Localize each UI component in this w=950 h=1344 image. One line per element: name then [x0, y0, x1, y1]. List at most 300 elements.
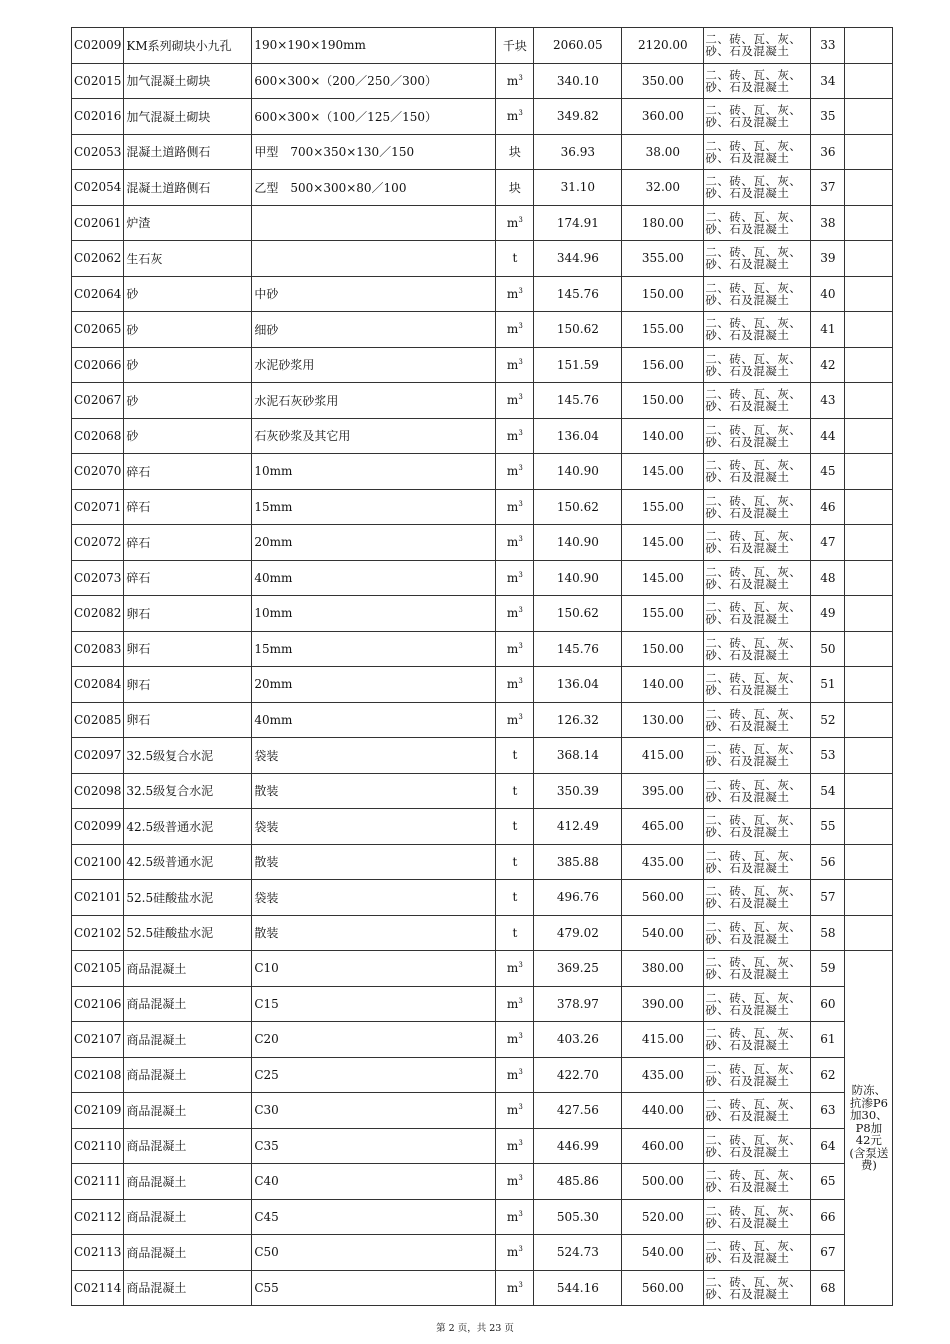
material-code: C02073: [72, 560, 124, 596]
material-name: 42.5级普通水泥: [124, 844, 252, 880]
material-spec: C40: [252, 1164, 496, 1200]
material-spec: C30: [252, 1093, 496, 1129]
material-code: C02072: [72, 525, 124, 561]
material-name: 商品混凝土: [124, 1093, 252, 1129]
material-code: C02085: [72, 702, 124, 738]
material-name: 混凝土道路侧石: [124, 170, 252, 206]
price-excl-tax: 340.10: [534, 63, 622, 99]
table-row: [72, 631, 893, 667]
material-unit: $m^3$: [496, 347, 534, 383]
remark-cell: [845, 347, 893, 383]
material-unit: 块: [496, 134, 534, 170]
row-number: 49: [811, 596, 845, 632]
material-category: 二、砖、瓦、灰、砂、石及混凝土: [704, 844, 811, 880]
row-number: 50: [811, 631, 845, 667]
material-unit: $m^3$: [496, 1164, 534, 1200]
material-name: 碎石: [124, 560, 252, 596]
material-category: 二、砖、瓦、灰、砂、石及混凝土: [704, 1235, 811, 1271]
row-number: 56: [811, 844, 845, 880]
table-row: [72, 809, 893, 845]
material-spec: C20: [252, 1022, 496, 1058]
row-number: 47: [811, 525, 845, 561]
material-spec: 散装: [252, 915, 496, 951]
table-row: [72, 951, 893, 987]
price-excl-tax: 412.49: [534, 809, 622, 845]
material-category: 二、砖、瓦、灰、砂、石及混凝土: [704, 1199, 811, 1235]
row-number: 51: [811, 667, 845, 703]
table-row: [72, 205, 893, 241]
material-category: 二、砖、瓦、灰、砂、石及混凝土: [704, 525, 811, 561]
material-spec: C10: [252, 951, 496, 987]
price-excl-tax: 174.91: [534, 205, 622, 241]
price-excl-tax: 145.76: [534, 276, 622, 312]
material-category: 二、砖、瓦、灰、砂、石及混凝土: [704, 1057, 811, 1093]
material-name: 商品混凝土: [124, 1164, 252, 1200]
material-category: 二、砖、瓦、灰、砂、石及混凝土: [704, 667, 811, 703]
material-spec: 10mm: [252, 596, 496, 632]
price-excl-tax: 151.59: [534, 347, 622, 383]
material-name: 52.5硅酸盐水泥: [124, 880, 252, 916]
material-unit: t: [496, 844, 534, 880]
row-number: 64: [811, 1128, 845, 1164]
row-number: 60: [811, 986, 845, 1022]
price-excl-tax: 145.76: [534, 383, 622, 419]
material-unit: $m^3$: [496, 1128, 534, 1164]
price-excl-tax: 378.97: [534, 986, 622, 1022]
table-row: [72, 560, 893, 596]
price-excl-tax: 349.82: [534, 99, 622, 135]
row-number: 33: [811, 28, 845, 64]
table-row: [72, 1022, 893, 1058]
price-excl-tax: 485.86: [534, 1164, 622, 1200]
material-spec: 水泥砂浆用: [252, 347, 496, 383]
table-row: [72, 1164, 893, 1200]
material-unit: $m^3$: [496, 631, 534, 667]
material-category: 二、砖、瓦、灰、砂、石及混凝土: [704, 489, 811, 525]
material-name: KM系列砌块小九孔: [124, 28, 252, 64]
table-row: [72, 915, 893, 951]
material-category: 二、砖、瓦、灰、砂、石及混凝土: [704, 951, 811, 987]
material-code: C02100: [72, 844, 124, 880]
table-row: [72, 844, 893, 880]
table-row: [72, 28, 893, 64]
material-name: 52.5硅酸盐水泥: [124, 915, 252, 951]
price-incl-tax: 38.00: [622, 134, 704, 170]
price-excl-tax: 140.90: [534, 454, 622, 490]
material-unit: $m^3$: [496, 99, 534, 135]
price-excl-tax: 126.32: [534, 702, 622, 738]
price-excl-tax: 140.90: [534, 525, 622, 561]
material-category: 二、砖、瓦、灰、砂、石及混凝土: [704, 276, 811, 312]
material-name: 商品混凝土: [124, 1199, 252, 1235]
table-row: [72, 134, 893, 170]
price-excl-tax: 350.39: [534, 773, 622, 809]
material-name: 卵石: [124, 667, 252, 703]
material-unit: $m^3$: [496, 205, 534, 241]
material-spec: [252, 205, 496, 241]
material-name: 砂: [124, 276, 252, 312]
material-spec: C50: [252, 1235, 496, 1271]
material-name: 商品混凝土: [124, 1270, 252, 1306]
material-spec: 40mm: [252, 560, 496, 596]
price-incl-tax: 540.00: [622, 1235, 704, 1271]
material-name: 加气混凝土砌块: [124, 63, 252, 99]
price-excl-tax: 150.62: [534, 312, 622, 348]
table-row: [72, 241, 893, 277]
table-row: [72, 986, 893, 1022]
material-code: C02009: [72, 28, 124, 64]
row-number: 38: [811, 205, 845, 241]
row-number: 37: [811, 170, 845, 206]
price-excl-tax: 145.76: [534, 631, 622, 667]
price-excl-tax: 446.99: [534, 1128, 622, 1164]
material-name: 42.5级普通水泥: [124, 809, 252, 845]
material-unit: $m^3$: [496, 383, 534, 419]
material-code: C02110: [72, 1128, 124, 1164]
material-category: 二、砖、瓦、灰、砂、石及混凝土: [704, 986, 811, 1022]
material-code: C02113: [72, 1235, 124, 1271]
price-incl-tax: 180.00: [622, 205, 704, 241]
material-category: 二、砖、瓦、灰、砂、石及混凝土: [704, 702, 811, 738]
remark-cell: [845, 99, 893, 135]
material-category: 二、砖、瓦、灰、砂、石及混凝土: [704, 63, 811, 99]
remark-cell: [845, 773, 893, 809]
material-code: C02098: [72, 773, 124, 809]
material-unit: $m^3$: [496, 986, 534, 1022]
row-number: 54: [811, 773, 845, 809]
row-number: 41: [811, 312, 845, 348]
price-incl-tax: 150.00: [622, 631, 704, 667]
material-spec: C15: [252, 986, 496, 1022]
price-incl-tax: 540.00: [622, 915, 704, 951]
table-row: [72, 773, 893, 809]
material-category: 二、砖、瓦、灰、砂、石及混凝土: [704, 631, 811, 667]
remark-cell: [845, 880, 893, 916]
material-name: 生石灰: [124, 241, 252, 277]
price-excl-tax: 2060.05: [534, 28, 622, 64]
row-number: 62: [811, 1057, 845, 1093]
material-unit: $m^3$: [496, 418, 534, 454]
price-incl-tax: 156.00: [622, 347, 704, 383]
price-incl-tax: 140.00: [622, 418, 704, 454]
row-number: 52: [811, 702, 845, 738]
table-row: [72, 1235, 893, 1271]
remark-cell: [845, 525, 893, 561]
material-code: C02102: [72, 915, 124, 951]
price-incl-tax: 155.00: [622, 312, 704, 348]
material-spec: C25: [252, 1057, 496, 1093]
material-category: 二、砖、瓦、灰、砂、石及混凝土: [704, 1128, 811, 1164]
table-row: [72, 170, 893, 206]
material-unit: t: [496, 809, 534, 845]
table-row: [72, 347, 893, 383]
material-unit: $m^3$: [496, 489, 534, 525]
price-incl-tax: 355.00: [622, 241, 704, 277]
row-number: 35: [811, 99, 845, 135]
material-unit: $m^3$: [496, 1199, 534, 1235]
price-excl-tax: 136.04: [534, 667, 622, 703]
material-category: 二、砖、瓦、灰、砂、石及混凝土: [704, 1270, 811, 1306]
remark-cell: [845, 915, 893, 951]
remark-cell: [845, 170, 893, 206]
material-category: 二、砖、瓦、灰、砂、石及混凝土: [704, 418, 811, 454]
price-excl-tax: 505.30: [534, 1199, 622, 1235]
material-name: 商品混凝土: [124, 986, 252, 1022]
row-number: 67: [811, 1235, 845, 1271]
price-excl-tax: 524.73: [534, 1235, 622, 1271]
material-unit: $m^3$: [496, 1057, 534, 1093]
row-number: 44: [811, 418, 845, 454]
price-excl-tax: 150.62: [534, 596, 622, 632]
remark-cell: [845, 631, 893, 667]
material-name: 混凝土道路侧石: [124, 134, 252, 170]
material-unit: 千块: [496, 28, 534, 64]
row-number: 58: [811, 915, 845, 951]
material-category: 二、砖、瓦、灰、砂、石及混凝土: [704, 773, 811, 809]
material-unit: $m^3$: [496, 702, 534, 738]
price-incl-tax: 145.00: [622, 525, 704, 561]
remark-cell: [845, 63, 893, 99]
material-code: C02016: [72, 99, 124, 135]
material-spec: 15mm: [252, 631, 496, 667]
material-spec: 散装: [252, 844, 496, 880]
price-incl-tax: 560.00: [622, 1270, 704, 1306]
remark-cell: [845, 560, 893, 596]
material-name: 商品混凝土: [124, 951, 252, 987]
material-spec: 水泥石灰砂浆用: [252, 383, 496, 419]
row-number: 66: [811, 1199, 845, 1235]
material-category: 二、砖、瓦、灰、砂、石及混凝土: [704, 99, 811, 135]
remark-cell: [845, 596, 893, 632]
remark-cell: [845, 28, 893, 64]
price-excl-tax: 31.10: [534, 170, 622, 206]
material-spec: 中砂: [252, 276, 496, 312]
material-name: 砂: [124, 418, 252, 454]
material-category: 二、砖、瓦、灰、砂、石及混凝土: [704, 205, 811, 241]
table-row: [72, 880, 893, 916]
material-spec: 乙型 500×300×80／100: [252, 170, 496, 206]
material-code: C02066: [72, 347, 124, 383]
price-excl-tax: 344.96: [534, 241, 622, 277]
row-number: 45: [811, 454, 845, 490]
material-category: 二、砖、瓦、灰、砂、石及混凝土: [704, 1164, 811, 1200]
remark-cell: [845, 667, 893, 703]
material-spec: 15mm: [252, 489, 496, 525]
material-name: 砂: [124, 347, 252, 383]
price-incl-tax: 415.00: [622, 1022, 704, 1058]
material-unit: $m^3$: [496, 63, 534, 99]
material-category: 二、砖、瓦、灰、砂、石及混凝土: [704, 28, 811, 64]
table-row: [72, 702, 893, 738]
material-name: 炉渣: [124, 205, 252, 241]
material-unit: $m^3$: [496, 525, 534, 561]
price-incl-tax: 32.00: [622, 170, 704, 206]
row-number: 63: [811, 1093, 845, 1129]
material-unit: $m^3$: [496, 1270, 534, 1306]
material-unit: $m^3$: [496, 1235, 534, 1271]
material-category: 二、砖、瓦、灰、砂、石及混凝土: [704, 880, 811, 916]
material-code: C02101: [72, 880, 124, 916]
material-code: C02105: [72, 951, 124, 987]
remark-cell: [845, 844, 893, 880]
material-name: 加气混凝土砌块: [124, 99, 252, 135]
material-name: 商品混凝土: [124, 1235, 252, 1271]
material-code: C02111: [72, 1164, 124, 1200]
row-number: 42: [811, 347, 845, 383]
row-number: 61: [811, 1022, 845, 1058]
price-table: [71, 27, 893, 1306]
material-spec: 20mm: [252, 525, 496, 561]
material-code: C02067: [72, 383, 124, 419]
material-spec: C55: [252, 1270, 496, 1306]
material-category: 二、砖、瓦、灰、砂、石及混凝土: [704, 915, 811, 951]
material-spec: 600×300×（200／250／300）: [252, 63, 496, 99]
material-code: C02071: [72, 489, 124, 525]
table-row: [72, 418, 893, 454]
material-code: C02107: [72, 1022, 124, 1058]
price-incl-tax: 435.00: [622, 844, 704, 880]
price-incl-tax: 350.00: [622, 63, 704, 99]
material-unit: $m^3$: [496, 312, 534, 348]
material-name: 商品混凝土: [124, 1022, 252, 1058]
price-incl-tax: 440.00: [622, 1093, 704, 1129]
material-spec: 袋装: [252, 809, 496, 845]
price-excl-tax: 150.62: [534, 489, 622, 525]
row-number: 59: [811, 951, 845, 987]
remark-cell: [845, 241, 893, 277]
price-excl-tax: 36.93: [534, 134, 622, 170]
material-category: 二、砖、瓦、灰、砂、石及混凝土: [704, 134, 811, 170]
remark-cell: [845, 702, 893, 738]
remark-cell: [845, 809, 893, 845]
material-spec: 40mm: [252, 702, 496, 738]
price-incl-tax: 520.00: [622, 1199, 704, 1235]
material-code: C02108: [72, 1057, 124, 1093]
price-excl-tax: 136.04: [534, 418, 622, 454]
price-excl-tax: 544.16: [534, 1270, 622, 1306]
material-code: C02054: [72, 170, 124, 206]
price-table-body: [72, 28, 893, 1306]
row-number: 34: [811, 63, 845, 99]
price-excl-tax: 403.26: [534, 1022, 622, 1058]
material-spec: C35: [252, 1128, 496, 1164]
material-code: C02070: [72, 454, 124, 490]
material-code: C02064: [72, 276, 124, 312]
row-number: 40: [811, 276, 845, 312]
material-unit: $m^3$: [496, 1093, 534, 1129]
row-number: 48: [811, 560, 845, 596]
row-number: 68: [811, 1270, 845, 1306]
material-code: C02112: [72, 1199, 124, 1235]
material-unit: t: [496, 773, 534, 809]
table-row: [72, 738, 893, 774]
row-number: 65: [811, 1164, 845, 1200]
material-unit: $m^3$: [496, 454, 534, 490]
remark-cell: [845, 738, 893, 774]
material-code: C02083: [72, 631, 124, 667]
material-name: 砂: [124, 383, 252, 419]
table-row: [72, 312, 893, 348]
table-row: [72, 454, 893, 490]
price-incl-tax: 155.00: [622, 596, 704, 632]
table-row: [72, 1128, 893, 1164]
price-incl-tax: 130.00: [622, 702, 704, 738]
price-excl-tax: 422.70: [534, 1057, 622, 1093]
material-name: 碎石: [124, 454, 252, 490]
material-category: 二、砖、瓦、灰、砂、石及混凝土: [704, 1093, 811, 1129]
material-category: 二、砖、瓦、灰、砂、石及混凝土: [704, 596, 811, 632]
material-name: 32.5级复合水泥: [124, 773, 252, 809]
price-incl-tax: 145.00: [622, 454, 704, 490]
material-spec: 细砂: [252, 312, 496, 348]
price-incl-tax: 460.00: [622, 1128, 704, 1164]
row-number: 53: [811, 738, 845, 774]
material-spec: [252, 241, 496, 277]
material-unit: t: [496, 880, 534, 916]
price-incl-tax: 2120.00: [622, 28, 704, 64]
material-code: C02084: [72, 667, 124, 703]
material-name: 商品混凝土: [124, 1057, 252, 1093]
table-row: [72, 99, 893, 135]
material-unit: $m^3$: [496, 276, 534, 312]
material-unit: $m^3$: [496, 560, 534, 596]
price-incl-tax: 150.00: [622, 276, 704, 312]
remark-cell: [845, 383, 893, 419]
material-unit: t: [496, 241, 534, 277]
row-number: 46: [811, 489, 845, 525]
remark-cell: [845, 276, 893, 312]
material-name: 碎石: [124, 489, 252, 525]
material-code: C02099: [72, 809, 124, 845]
table-row: [72, 525, 893, 561]
material-code: C02109: [72, 1093, 124, 1129]
row-number: 43: [811, 383, 845, 419]
price-incl-tax: 380.00: [622, 951, 704, 987]
material-code: C02061: [72, 205, 124, 241]
row-number: 36: [811, 134, 845, 170]
material-spec: 甲型 700×350×130／150: [252, 134, 496, 170]
material-unit: $m^3$: [496, 951, 534, 987]
row-number: 57: [811, 880, 845, 916]
material-code: C02106: [72, 986, 124, 1022]
price-incl-tax: 465.00: [622, 809, 704, 845]
material-category: 二、砖、瓦、灰、砂、石及混凝土: [704, 560, 811, 596]
material-unit: t: [496, 915, 534, 951]
table-row: [72, 489, 893, 525]
price-excl-tax: 385.88: [534, 844, 622, 880]
price-excl-tax: 496.76: [534, 880, 622, 916]
material-category: 二、砖、瓦、灰、砂、石及混凝土: [704, 241, 811, 277]
table-row: [72, 1270, 893, 1306]
remark-cell: [845, 134, 893, 170]
row-number: 39: [811, 241, 845, 277]
material-category: 二、砖、瓦、灰、砂、石及混凝土: [704, 1022, 811, 1058]
table-row: [72, 63, 893, 99]
material-code: C02065: [72, 312, 124, 348]
material-spec: 散装: [252, 773, 496, 809]
material-spec: C45: [252, 1199, 496, 1235]
material-category: 二、砖、瓦、灰、砂、石及混凝土: [704, 347, 811, 383]
price-excl-tax: 369.25: [534, 951, 622, 987]
page-footer: 第 2 页，共 23 页: [436, 1323, 514, 1334]
material-code: C02114: [72, 1270, 124, 1306]
material-code: C02082: [72, 596, 124, 632]
material-code: C02015: [72, 63, 124, 99]
price-incl-tax: 415.00: [622, 738, 704, 774]
material-unit: $m^3$: [496, 667, 534, 703]
concrete-remark: 防冻、抗渗P6加30、P8加42元(含泵送费): [845, 951, 893, 1306]
price-incl-tax: 360.00: [622, 99, 704, 135]
